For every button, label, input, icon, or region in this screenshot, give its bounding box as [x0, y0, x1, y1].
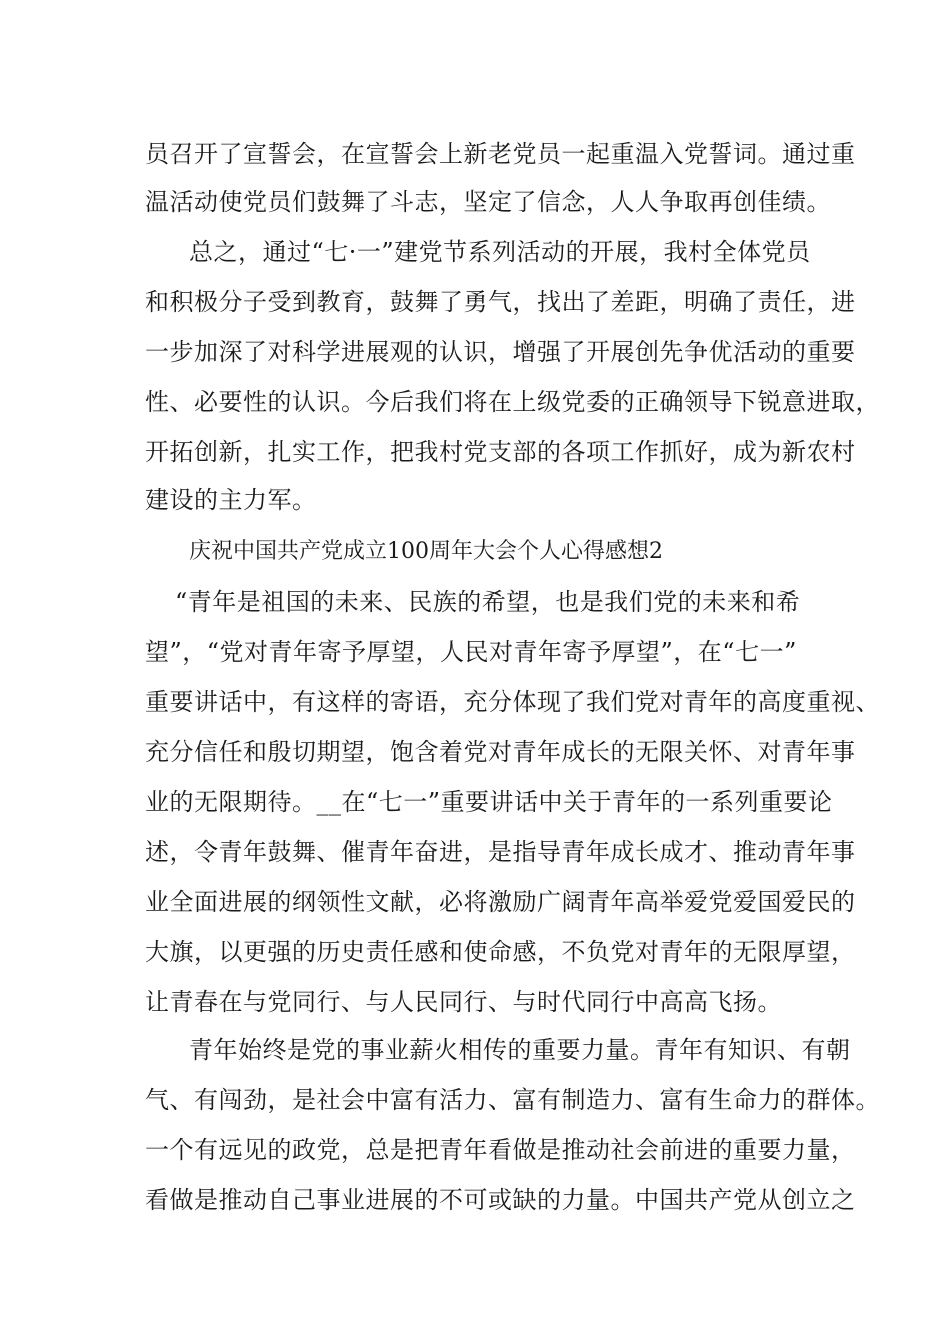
text-line: 建设的主力军。	[145, 486, 317, 514]
text-line: 述，令青年鼓舞、催青年奋进，是指导青年成长成才、推动青年事	[145, 838, 856, 866]
text-line: 温活动使党员们鼓舞了斗志，坚定了信念，人人争取再创佳绩。	[145, 188, 831, 216]
text-line: 充分信任和殷切期望，饱含着党对青年成长的无限关怀、对青年事	[145, 738, 856, 766]
text-line: 员召开了宣誓会，在宣誓会上新老党员一起重温入党誓词。通过重	[145, 140, 856, 168]
text-line: 青年始终是党的事业薪火相传的重要力量。青年有知识、有朝	[189, 1036, 851, 1064]
section-heading: 庆祝中国共产党成立100周年大会个人心得感想2	[189, 539, 663, 564]
text-line: 和积极分子受到教育，鼓舞了勇气，找出了差距，明确了责任，进	[145, 288, 856, 316]
text-line: 气、有闯劲，是社会中富有活力、富有制造力、富有生命力的群体。	[145, 1086, 880, 1114]
text-line: 大旗，以更强的历史责任感和使命感，不负党对青年的无限厚望，	[145, 938, 856, 966]
text-line: 性、必要性的认识。今后我们将在上级党委的正确领导下锐意进取，	[145, 388, 880, 416]
text-line: 望”，“党对青年寄予厚望，人民对青年寄予厚望”，在“七一”	[145, 638, 797, 666]
text-line: 让青春在与党同行、与人民同行、与时代同行中高高飞扬。	[145, 988, 782, 1016]
text-line: 一步加深了对科学进展观的认识，增强了开展创先争优活动的重要	[145, 338, 856, 366]
text-line: 业全面进展的纲领性文献，必将激励广阔青年高举爱党爱国爱民的	[145, 888, 856, 916]
text-line: 业的无限期待。__在“七一”重要讲话中关于青年的一系列重要论	[145, 788, 833, 816]
text-line: 开拓创新，扎实工作，把我村党支部的各项工作抓好，成为新农村	[145, 438, 856, 466]
text-line: “青年是祖国的未来、民族的希望，也是我们党的未来和希	[175, 588, 801, 616]
text-line: 重要讲话中，有这样的寄语，充分体现了我们党对青年的高度重视、	[145, 688, 880, 716]
text-line: 看做是推动自己事业进展的不可或缺的力量。中国共产党从创立之	[145, 1186, 856, 1214]
text-line: 一个有远见的政党，总是把青年看做是推动社会前进的重要力量，	[145, 1136, 856, 1164]
text-line: 总之，通过“七·一”建党节系列活动的开展，我村全体党员	[189, 238, 811, 266]
